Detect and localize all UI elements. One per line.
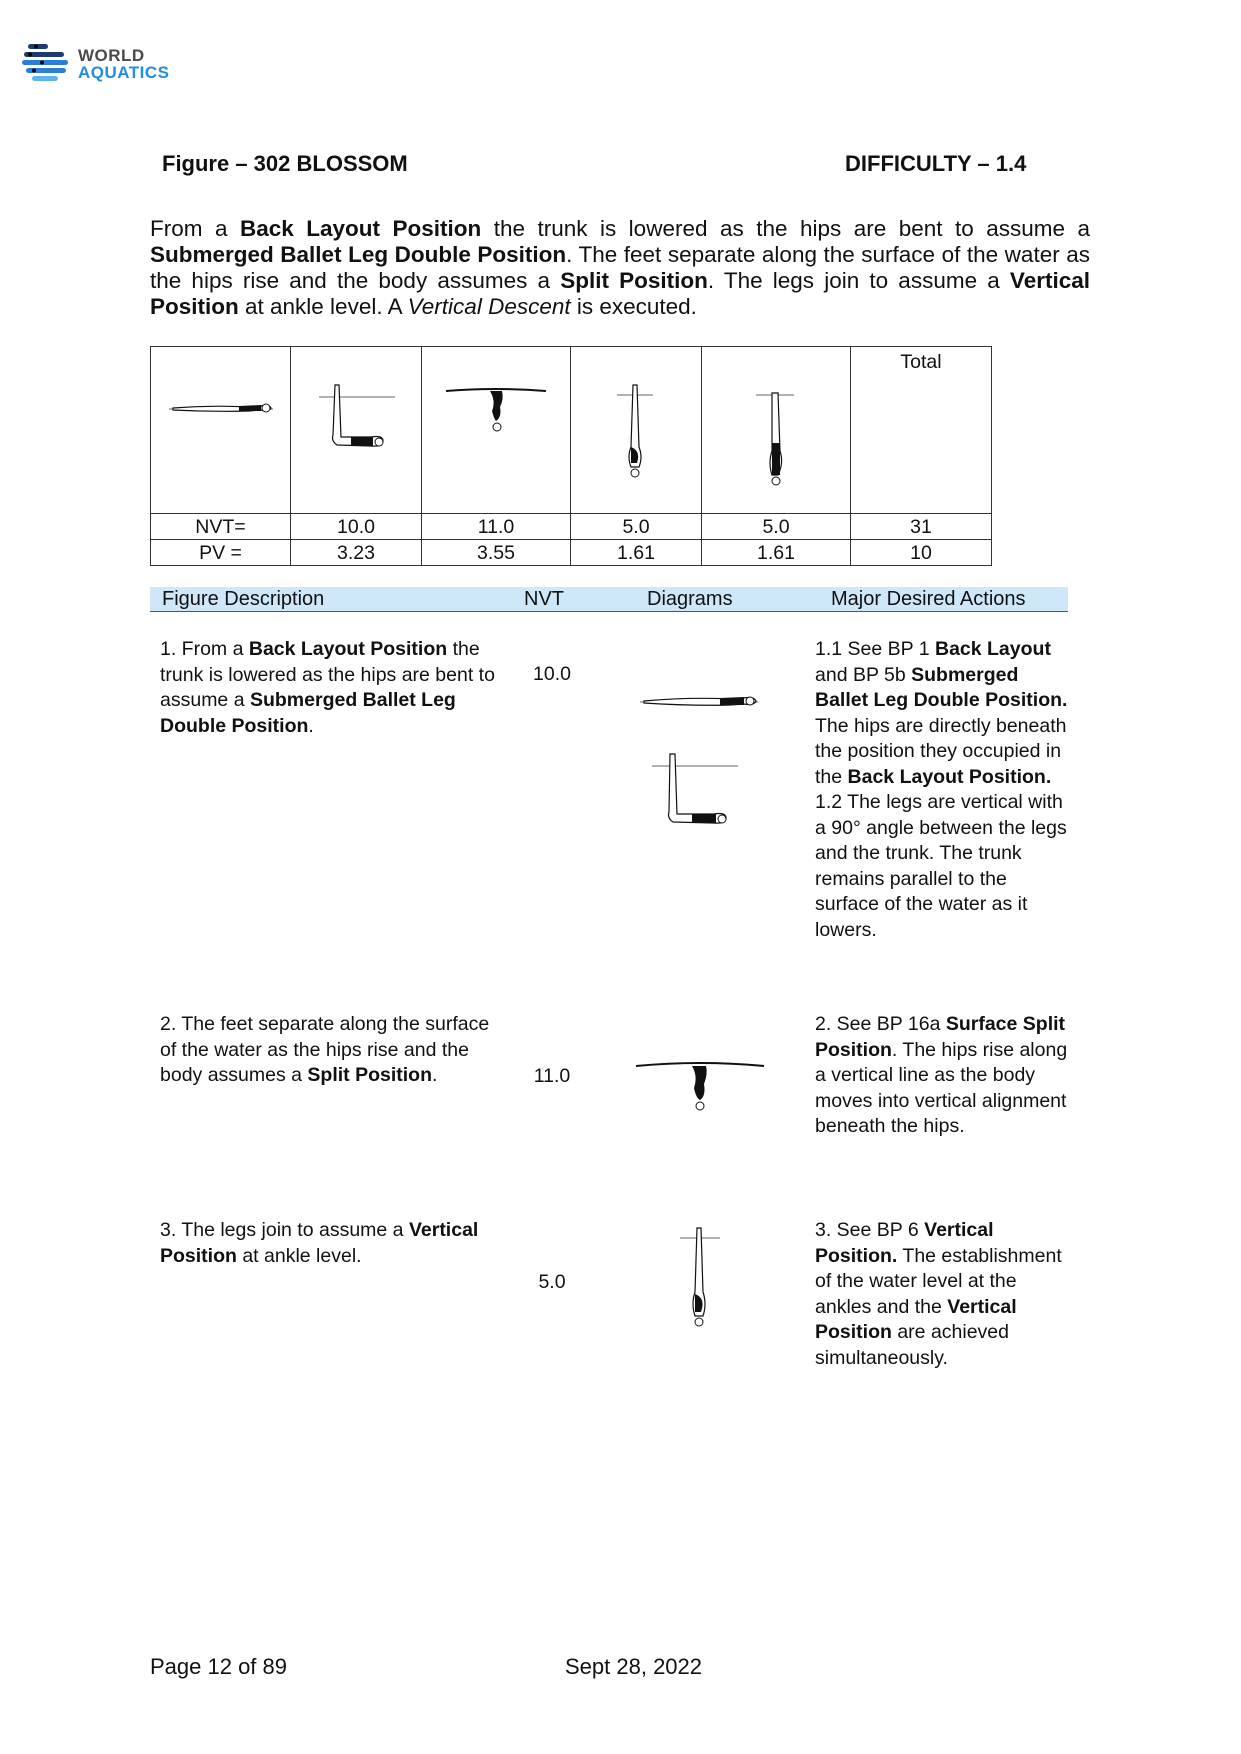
step-3-diagram-icon xyxy=(670,1220,730,1335)
diagram-cell-ballet-leg xyxy=(291,347,422,514)
pv-value: 3.55 xyxy=(422,540,571,566)
pv-value: 1.61 xyxy=(571,540,702,566)
step-1-actions: 1.1 See BP 1 Back Layout and BP 5b Submerged Ballet Leg Double Position. The hips are directly beneath the position they occupied in the Back Layout Position. 1.2 The legs are vertical with a 90° angle between the legs and the trunk. The trunk remains parallel to the surface of the water as it lowers. xyxy=(815,638,1068,941)
description-header xyxy=(150,587,1068,612)
step-1-description: 1. From a Back Layout Position the trunk is lowered as the hips are bent to assume a Submerged Ballet Leg Double Position. xyxy=(160,638,495,737)
total-label: Total xyxy=(900,351,942,373)
nvt-value: 10.0 xyxy=(291,514,422,540)
step-3-nvt: 5.0 xyxy=(538,1271,566,1293)
nvt-value: 11.0 xyxy=(422,514,571,540)
col-major-desired-actions: Major Desired Actions xyxy=(831,588,1026,610)
nvt-row xyxy=(151,514,992,540)
step-3-description: 3. The legs join to assume a Vertical Position at ankle level. xyxy=(160,1219,479,1267)
step-3-actions: 3. See BP 6 Vertical Position. The establishment of the water level at the ankles and the Vertical Position are achieved simultaneously. xyxy=(815,1219,1062,1369)
pv-value: 1.61 xyxy=(702,540,851,566)
ballet-leg-diagram-icon xyxy=(291,347,421,507)
nvt-value: 5.0 xyxy=(571,514,702,540)
logo-mark-icon xyxy=(22,42,70,86)
logo-line-1: WORLD xyxy=(78,46,145,65)
vertical-descent-diagram-icon xyxy=(702,347,850,507)
back-layout-diagram-icon xyxy=(151,347,290,507)
nvt-label: NVT= xyxy=(151,514,291,540)
total-header-cell xyxy=(851,347,992,514)
col-nvt: NVT xyxy=(524,588,564,610)
page-number: Page 12 of 89 xyxy=(150,1654,288,1679)
pv-value: 3.23 xyxy=(291,540,422,566)
diagram-cell-vertical-descent xyxy=(702,347,851,514)
step-2-diagram-icon xyxy=(630,1050,770,1120)
step-2-actions: 2. See BP 16a Surface Split Position. The hips rise along a vertical line as the body moves into vertical alignment beneath the hips. xyxy=(815,1013,1068,1137)
step-1-nvt: 10.0 xyxy=(533,663,571,685)
figure-title: Figure – 302 BLOSSOM xyxy=(162,151,408,176)
world-aquatics-logo xyxy=(22,42,170,86)
figure-summary: From a Back Layout Position the trunk is lowered as the hips are bent to assume a Submerged Ballet Leg Double Position. The feet separate along the surface of the water as the hips rise and the body assumes a Split Position. The legs join to assume a Vertical Position at ankle level. A Vertical Descent is executed. xyxy=(150,216,1090,319)
step-1-diagram-icon xyxy=(630,680,780,840)
col-figure-description: Figure Description xyxy=(162,588,325,610)
logo-line-2: AQUATICS xyxy=(78,63,170,82)
document-date: Sept 28, 2022 xyxy=(565,1654,703,1679)
diagram-cell-back-layout xyxy=(151,347,291,514)
diagram-cell-split xyxy=(422,347,571,514)
figure-difficulty: DIFFICULTY – 1.4 xyxy=(845,151,1027,176)
nvt-value: 5.0 xyxy=(702,514,851,540)
pv-total: 10 xyxy=(851,540,992,566)
step-2-nvt: 11.0 xyxy=(533,1065,571,1087)
step-2-description: 2. The feet separate along the surface of the water as the hips rise and the body assumes a Split Position. xyxy=(160,1013,490,1086)
score-table xyxy=(150,346,992,566)
split-diagram-icon xyxy=(422,347,570,507)
vertical-diagram-icon xyxy=(571,347,701,507)
pv-label: PV = xyxy=(151,540,291,566)
nvt-total: 31 xyxy=(851,514,992,540)
col-diagrams: Diagrams xyxy=(647,588,733,610)
pv-row xyxy=(151,540,992,566)
diagram-cell-vertical xyxy=(571,347,702,514)
